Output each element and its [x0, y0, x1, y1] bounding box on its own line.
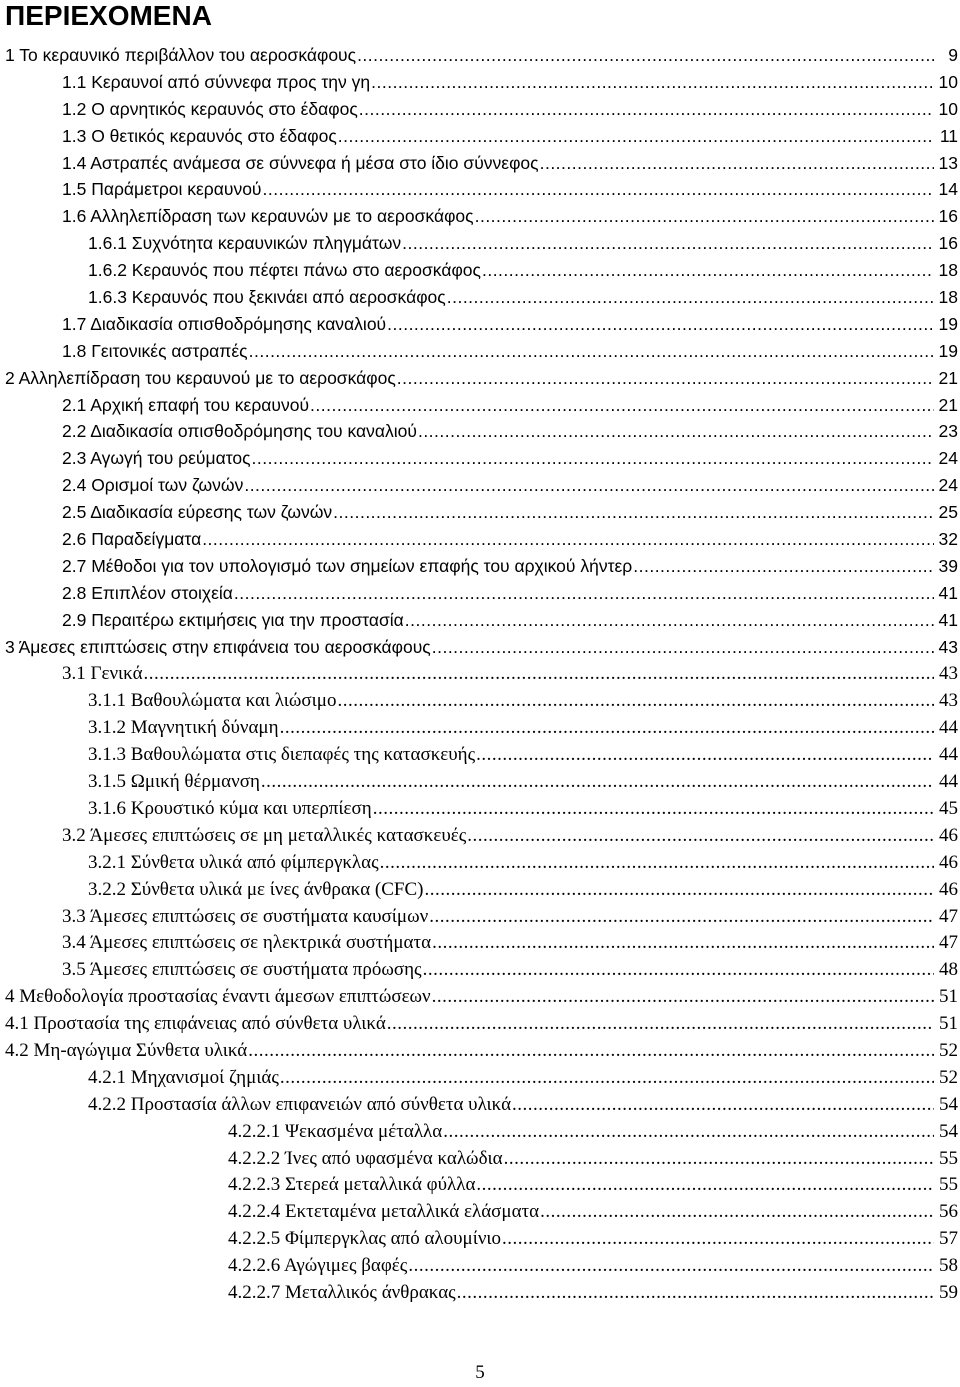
toc-entry-title: 4.2.2.7 Μεταλλικός άνθρακας	[228, 1281, 456, 1303]
toc-entry-title: 1.6.1 Συχνότητα κεραυνικών πληγμάτων	[88, 233, 402, 254]
toc-entry-page: 44	[939, 744, 958, 766]
toc-entry-title: 3.5 Άμεσες επιπτώσεις σε συστήματα πρόωσης	[62, 959, 422, 981]
toc-entry[interactable]	[0, 314, 960, 341]
toc-dot-leader	[280, 1067, 934, 1089]
toc-entry[interactable]	[0, 744, 960, 771]
toc-entry[interactable]	[0, 395, 960, 422]
toc-entry-title: 1 Το κεραυνικό περιβάλλον του αεροσκάφους	[5, 45, 357, 65]
toc-entry-page: 19	[938, 313, 958, 334]
toc-dot-leader	[424, 879, 934, 901]
toc-dot-leader	[482, 260, 934, 281]
toc-entry[interactable]	[0, 45, 960, 72]
toc-entry[interactable]	[0, 1094, 960, 1121]
toc-dot-leader	[443, 1121, 934, 1143]
toc-entry-title: 1.8 Γειτονικές αστραπές	[62, 340, 248, 361]
toc-dot-leader	[337, 690, 934, 712]
toc-entry-title: 2.6 Παραδείγματα	[62, 529, 202, 550]
toc-entry-page: 24	[938, 475, 958, 496]
toc-dot-leader	[475, 206, 934, 227]
toc-entry-page: 46	[939, 824, 958, 846]
toc-entry-title: 2.8 Επιπλέον στοιχεία	[62, 582, 233, 603]
toc-entry[interactable]	[0, 126, 960, 153]
toc-dot-leader	[380, 852, 934, 874]
toc-entry-title: 1.6.2 Κεραυνός που πέφτει πάνω στο αεροσκάφος	[88, 260, 481, 281]
toc-entry-page: 10	[938, 71, 958, 92]
toc-dot-leader	[387, 1013, 934, 1035]
toc-entry-title: 4.2.2.6 Αγώγιμες βαφές	[228, 1255, 408, 1277]
toc-dot-leader	[467, 825, 934, 847]
toc-entry-title: 2.2 Διαδικασία οπισθοδρόμησης του καναλιού	[62, 421, 417, 442]
table-of-contents	[0, 45, 960, 1309]
toc-dot-leader	[252, 448, 934, 469]
toc-entry-title: 4 Μεθοδολογία προστασίας έναντι άμεσων επιπτώσεων	[5, 986, 431, 1008]
toc-entry-page: 16	[938, 233, 958, 254]
toc-entry[interactable]	[0, 1148, 960, 1175]
page-title: ΠΕΡΙΕΧΟΜΕΝΑ	[5, 0, 212, 31]
toc-entry-title: 2.5 Διαδικασία εύρεσης των ζωνών	[62, 502, 333, 523]
toc-entry-page: 10	[938, 98, 958, 119]
toc-dot-leader	[633, 556, 934, 577]
toc-entry[interactable]	[0, 179, 960, 206]
toc-entry-title: 1.6 Αλληλεπίδραση των κεραυνών με το αεροσκάφος	[62, 206, 474, 227]
toc-entry-title: 2 Αλληλεπίδραση του κεραυνού με το αεροσκάφος	[5, 367, 396, 388]
toc-entry-page: 59	[939, 1281, 958, 1303]
page-number: 5	[475, 1362, 485, 1383]
toc-entry-title: 4.2.2.2 Ίνες από υφασμένα καλώδια	[228, 1147, 503, 1169]
toc-entry[interactable]	[0, 233, 960, 260]
toc-entry-page: 24	[938, 448, 958, 469]
toc-dot-leader	[423, 959, 934, 981]
toc-entry-page: 23	[938, 421, 958, 442]
toc-dot-leader	[263, 179, 935, 200]
toc-dot-leader	[540, 1201, 934, 1223]
toc-entry[interactable]	[0, 341, 960, 368]
toc-entry-title: 1.4 Αστραπές ανάμεσα σε σύννεφα ή μέσα στο ίδιο σύννεφος	[62, 152, 539, 173]
toc-entry-page: 45	[939, 797, 958, 819]
toc-entry-title: 1.3 Ο θετικός κεραυνός στο έδαφος	[62, 125, 337, 146]
toc-entry-page: 55	[939, 1147, 958, 1169]
toc-entry-page: 52	[939, 1066, 958, 1088]
toc-entry[interactable]	[0, 825, 960, 852]
toc-dot-leader	[429, 906, 934, 928]
toc-entry[interactable]	[0, 502, 960, 529]
toc-entry-page: 25	[938, 502, 958, 523]
toc-entry-title: 4.2.2.5 Φίμπεργκλας από αλουμίνιο	[228, 1228, 502, 1250]
toc-entry-page: 51	[939, 986, 958, 1008]
toc-dot-leader	[418, 421, 934, 442]
toc-entry-page: 52	[939, 1039, 958, 1061]
toc-entry-title: 3.2 Άμεσες επιπτώσεις σε μη μεταλλικές κατασκευές	[62, 824, 467, 846]
toc-entry[interactable]	[0, 1255, 960, 1282]
toc-entry[interactable]	[0, 932, 960, 959]
toc-dot-leader	[280, 717, 934, 739]
toc-dot-leader	[338, 126, 934, 147]
toc-entry[interactable]	[0, 260, 960, 287]
toc-dot-leader	[397, 368, 934, 389]
toc-entry[interactable]	[0, 448, 960, 475]
toc-entry[interactable]	[0, 583, 960, 610]
toc-dot-leader	[504, 1148, 934, 1170]
toc-dot-leader	[261, 771, 934, 793]
toc-entry-title: 1.1 Κεραυνοί από σύννεφα προς την γη	[62, 71, 371, 92]
toc-entry-page: 46	[939, 878, 958, 900]
toc-entry-page: 55	[939, 1174, 958, 1196]
toc-entry-page: 43	[938, 636, 958, 657]
toc-entry[interactable]	[0, 368, 960, 395]
toc-dot-leader	[357, 45, 934, 66]
toc-dot-leader	[476, 1174, 934, 1196]
toc-entry[interactable]	[0, 556, 960, 583]
toc-dot-leader	[249, 341, 934, 362]
toc-dot-leader	[359, 99, 934, 120]
toc-entry[interactable]	[0, 771, 960, 798]
toc-entry-title: 3.1 Γενικά	[62, 663, 143, 685]
toc-entry[interactable]	[0, 421, 960, 448]
toc-entry[interactable]	[0, 1040, 960, 1067]
toc-entry[interactable]	[0, 852, 960, 879]
toc-dot-leader	[244, 475, 934, 496]
toc-dot-leader	[371, 72, 934, 93]
toc-dot-leader	[387, 314, 934, 335]
toc-entry-title: 2.4 Ορισμοί των ζωνών	[62, 475, 244, 496]
toc-entry-page: 46	[939, 851, 958, 873]
toc-entry-page: 43	[939, 690, 958, 712]
toc-entry-title: 1.7 Διαδικασία οπισθοδρόμησης καναλιού	[62, 313, 387, 334]
toc-entry[interactable]	[0, 475, 960, 502]
toc-entry-page: 41	[938, 582, 958, 603]
toc-entry[interactable]	[0, 72, 960, 99]
toc-entry-title: 4.2.2.1 Ψεκασμένα μέταλλα	[228, 1120, 443, 1142]
toc-entry-title: 3.1.2 Μαγνητική δύναμη	[88, 717, 279, 739]
toc-entry-title: 3.1.1 Βαθουλώματα και λιώσιμο	[88, 690, 337, 712]
toc-entry-page: 43	[939, 663, 958, 685]
toc-entry-title: 2.7 Μέθοδοι για τον υπολογισμό των σημείων επαφής του αρχικού λήντερ	[62, 555, 633, 576]
toc-entry[interactable]	[0, 1121, 960, 1148]
toc-entry[interactable]	[0, 879, 960, 906]
toc-entry-title: 3 Άμεσες επιπτώσεις στην επιφάνεια του αεροσκάφους	[5, 636, 431, 657]
toc-dot-leader	[405, 610, 934, 631]
toc-entry-page: 18	[938, 260, 958, 281]
toc-entry-page: 57	[939, 1228, 958, 1250]
toc-entry-page: 18	[938, 287, 958, 308]
toc-entry-title: 3.1.3 Βαθουλώματα στις διεπαφές της κατασκευής	[88, 744, 476, 766]
toc-entry-page: 48	[939, 959, 958, 981]
toc-entry[interactable]	[0, 1013, 960, 1040]
toc-entry-page: 32	[938, 529, 958, 550]
toc-entry-page: 54	[939, 1093, 958, 1115]
toc-entry[interactable]	[0, 1282, 960, 1309]
toc-entry-title: 4.2.1 Μηχανισμοί ζημιάς	[88, 1066, 279, 1088]
toc-dot-leader	[512, 1094, 934, 1116]
toc-entry[interactable]	[0, 99, 960, 126]
toc-dot-leader	[432, 986, 934, 1008]
toc-dot-leader	[373, 798, 934, 820]
toc-entry-title: 2.3 Αγωγή του ρεύματος	[62, 448, 251, 469]
toc-entry-page: 19	[938, 340, 958, 361]
toc-entry-title: 3.1.5 Ωμική θέρμανση	[88, 771, 260, 793]
toc-entry[interactable]	[0, 153, 960, 180]
toc-entry[interactable]	[0, 798, 960, 825]
toc-dot-leader	[234, 583, 934, 604]
toc-entry-title: 3.2.1 Σύνθετα υλικά από φίμπεργκλας	[88, 851, 379, 873]
toc-entry[interactable]	[0, 986, 960, 1013]
toc-entry-title: 2.1 Αρχική επαφή του κεραυνού	[62, 394, 310, 415]
toc-entry-page: 58	[939, 1255, 958, 1277]
toc-dot-leader	[333, 502, 934, 523]
toc-entry-page: 44	[939, 717, 958, 739]
toc-entry-page: 54	[939, 1120, 958, 1142]
toc-entry-title: 4.2.2.4 Εκτεταμένα μεταλλικά ελάσματα	[228, 1201, 540, 1223]
toc-entry-title: 4.2.2.3 Στερεά μεταλλικά φύλλα	[228, 1174, 476, 1196]
toc-dot-leader	[502, 1228, 934, 1250]
toc-entry-title: 3.4 Άμεσες επιπτώσεις σε ηλεκτρικά συστήματα	[62, 932, 432, 954]
toc-dot-leader	[432, 637, 934, 658]
toc-entry-page: 39	[938, 555, 958, 576]
toc-entry-title: 4.1 Προστασία της επιφάνειας από σύνθετα υλικά	[5, 1013, 386, 1035]
toc-entry-page: 21	[938, 367, 958, 388]
toc-dot-leader	[248, 1040, 934, 1062]
toc-entry-title: 1.5 Παράμετροι κεραυνού	[62, 179, 262, 200]
toc-entry[interactable]	[0, 1201, 960, 1228]
toc-dot-leader	[476, 744, 934, 766]
toc-entry-page: 41	[938, 609, 958, 630]
toc-dot-leader	[144, 663, 934, 685]
toc-entry-title: 3.1.6 Κρουστικό κύμα και υπερπίεση	[88, 797, 372, 819]
toc-dot-leader	[447, 287, 934, 308]
toc-entry-title: 3.3 Άμεσες επιπτώσεις σε συστήματα καυσίμων	[62, 905, 429, 927]
toc-dot-leader	[457, 1282, 934, 1304]
toc-entry-title: 4.2 Μη-αγώγιμα Σύνθετα υλικά	[5, 1039, 248, 1061]
toc-entry[interactable]	[0, 690, 960, 717]
toc-dot-leader	[540, 153, 934, 174]
toc-dot-leader	[432, 932, 934, 954]
toc-entry[interactable]	[0, 206, 960, 233]
toc-entry-page: 44	[939, 771, 958, 793]
toc-entry-title: 4.2.2 Προστασία άλλων επιφανειών από σύνθετα υλικά	[88, 1093, 512, 1115]
toc-entry-page: 14	[938, 179, 958, 200]
toc-entry-page: 47	[939, 905, 958, 927]
toc-entry-page: 51	[939, 1013, 958, 1035]
toc-entry[interactable]	[0, 663, 960, 690]
toc-entry[interactable]	[0, 959, 960, 986]
toc-entry[interactable]	[0, 529, 960, 556]
toc-entry[interactable]	[0, 1067, 960, 1094]
toc-dot-leader	[202, 529, 934, 550]
toc-entry-title: 1.6.3 Κεραυνός που ξεκινάει από αεροσκάφος	[88, 287, 446, 308]
toc-entry-title: 3.2.2 Σύνθετα υλικά με ίνες άνθρακα (CFC)	[88, 878, 424, 900]
toc-entry[interactable]	[0, 287, 960, 314]
toc-entry[interactable]	[0, 1228, 960, 1255]
toc-entry-page: 47	[939, 932, 958, 954]
toc-entry-page: 11	[939, 125, 958, 146]
toc-entry-title: 2.9 Περαιτέρω εκτιμήσεις για την προστασία	[62, 609, 404, 630]
toc-entry-page: 56	[939, 1201, 958, 1223]
toc-entry-page: 9	[948, 45, 958, 65]
toc-entry[interactable]	[0, 717, 960, 744]
toc-entry-page: 16	[938, 206, 958, 227]
toc-entry-page: 21	[938, 394, 958, 415]
toc-entry-page: 13	[938, 152, 958, 173]
toc-dot-leader	[408, 1255, 934, 1277]
toc-dot-leader	[402, 233, 934, 254]
toc-entry[interactable]	[0, 637, 960, 664]
toc-entry[interactable]	[0, 610, 960, 637]
toc-entry-title: 1.2 Ο αρνητικός κεραυνός στο έδαφος	[62, 98, 358, 119]
toc-entry[interactable]	[0, 1174, 960, 1201]
toc-dot-leader	[310, 395, 934, 416]
toc-entry[interactable]	[0, 906, 960, 933]
